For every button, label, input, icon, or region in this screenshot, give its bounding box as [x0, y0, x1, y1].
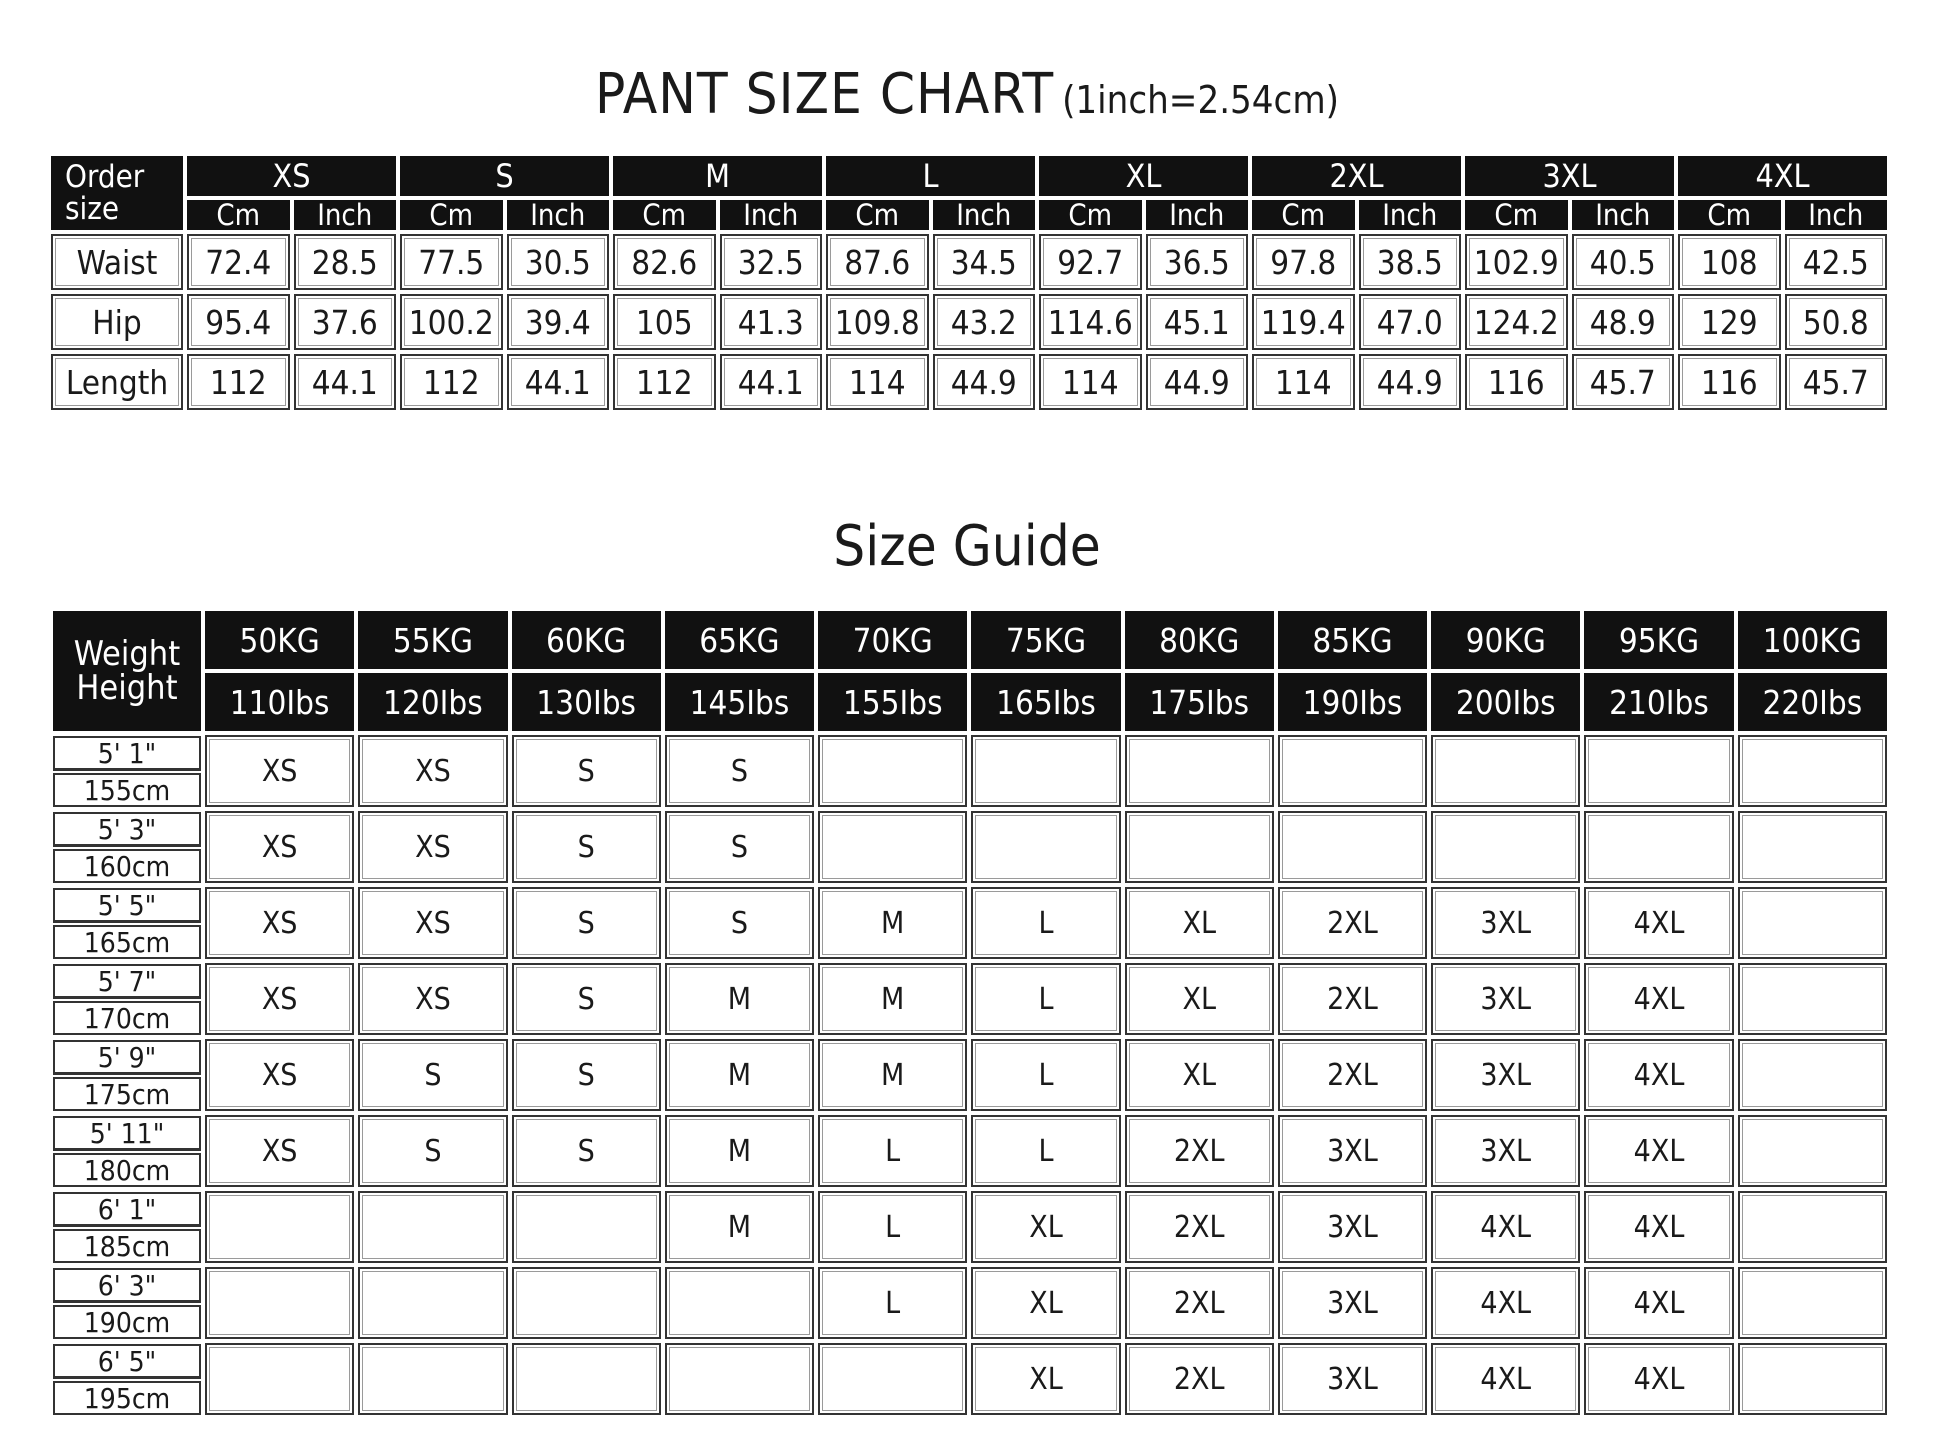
recommended-size-cell: 3XL — [1278, 1191, 1427, 1263]
measurement-value: 38.5 — [1359, 234, 1462, 290]
measurement-value: 44.9 — [1146, 354, 1249, 410]
height-cm-label: 175cm — [53, 1077, 201, 1111]
recommended-size-cell: 3XL — [1278, 1343, 1427, 1415]
unit-inch-header: Inch — [294, 200, 397, 230]
recommended-size-cell — [1584, 811, 1733, 883]
recommended-size-cell: S — [512, 735, 661, 807]
recommended-size-cell: 2XL — [1125, 1267, 1274, 1339]
recommended-size-cell — [358, 1343, 507, 1415]
recommended-size-cell: XL — [1125, 963, 1274, 1035]
recommended-size-cell: 4XL — [1431, 1191, 1580, 1263]
measurement-value: 114 — [1039, 354, 1142, 410]
height-ft-label: 5' 1" — [53, 736, 201, 771]
height-cell — [53, 963, 201, 1035]
recommended-size-cell: L — [971, 963, 1120, 1035]
recommended-size-cell — [1278, 811, 1427, 883]
recommended-size-cell: XS — [205, 735, 354, 807]
weight-kg-header: 85KG — [1278, 611, 1427, 669]
size-header-3xl: 3XL — [1465, 156, 1674, 196]
recommended-size-cell: M — [665, 963, 814, 1035]
recommended-size-cell: M — [665, 1191, 814, 1263]
measurement-value: 37.6 — [294, 294, 397, 350]
recommended-size-cell: S — [512, 887, 661, 959]
measurement-value: 112 — [400, 354, 503, 410]
recommended-size-cell: 4XL — [1584, 1343, 1733, 1415]
height-cm-label: 170cm — [53, 1001, 201, 1035]
weight-kg-header: 95KG — [1584, 611, 1733, 669]
recommended-size-cell: 4XL — [1584, 1039, 1733, 1111]
size-header-s: S — [400, 156, 609, 196]
pant-chart-title-text: PANT SIZE CHART — [594, 62, 1055, 127]
recommended-size-cell — [1738, 1267, 1887, 1339]
recommended-size-cell — [818, 735, 967, 807]
recommended-size-cell: XS — [205, 887, 354, 959]
size-header-m: M — [613, 156, 822, 196]
height-row — [53, 1267, 1887, 1339]
height-cell — [53, 1191, 201, 1263]
height-cell — [53, 811, 201, 883]
height-row — [53, 887, 1887, 959]
recommended-size-cell: XS — [358, 811, 507, 883]
recommended-size-cell: L — [818, 1191, 967, 1263]
weight-kg-header: 100KG — [1738, 611, 1887, 669]
recommended-size-cell: XS — [205, 963, 354, 1035]
height-row — [53, 811, 1887, 883]
unit-inch-header: Inch — [507, 200, 610, 230]
measurement-value: 30.5 — [507, 234, 610, 290]
measurement-value: 34.5 — [933, 234, 1036, 290]
height-cm-label: 155cm — [53, 773, 201, 807]
recommended-size-cell — [358, 1191, 507, 1263]
recommended-size-cell: 2XL — [1125, 1115, 1274, 1187]
measurement-value: 41.3 — [720, 294, 823, 350]
weight-lbs-header: 155Ibs — [818, 673, 967, 731]
weight-lbs-header: 210Ibs — [1584, 673, 1733, 731]
recommended-size-cell: XL — [971, 1191, 1120, 1263]
height-ft-label: 5' 7" — [53, 964, 201, 999]
weight-lbs-header-row — [53, 673, 1887, 731]
height-ft-label: 6' 5" — [53, 1344, 201, 1379]
recommended-size-cell: XL — [1125, 1039, 1274, 1111]
order-size-label-line2: size — [65, 191, 120, 227]
recommended-size-cell — [1278, 735, 1427, 807]
measurement-value: 116 — [1465, 354, 1568, 410]
unit-cm-header: Cm — [826, 200, 929, 230]
measurement-value: 28.5 — [294, 234, 397, 290]
recommended-size-cell — [205, 1267, 354, 1339]
weight-kg-header: 60KG — [512, 611, 661, 669]
measurement-value: 40.5 — [1572, 234, 1675, 290]
weight-lbs-header: 120Ibs — [358, 673, 507, 731]
recommended-size-cell: 2XL — [1125, 1191, 1274, 1263]
weight-lbs-header: 130Ibs — [512, 673, 661, 731]
recommended-size-cell — [512, 1191, 661, 1263]
recommended-size-cell: 4XL — [1584, 1115, 1733, 1187]
recommended-size-cell — [1738, 1191, 1887, 1263]
recommended-size-cell — [1738, 1039, 1887, 1111]
recommended-size-cell: XS — [358, 887, 507, 959]
weight-label: Weight — [73, 634, 181, 674]
height-row — [53, 735, 1887, 807]
recommended-size-cell: 3XL — [1431, 1039, 1580, 1111]
recommended-size-cell: 3XL — [1431, 1115, 1580, 1187]
measurement-value: 97.8 — [1252, 234, 1355, 290]
recommended-size-cell: 2XL — [1278, 887, 1427, 959]
unit-header-row — [51, 200, 1887, 230]
recommended-size-cell: XL — [1125, 887, 1274, 959]
measurement-row-length — [51, 354, 1887, 410]
recommended-size-cell — [205, 1343, 354, 1415]
recommended-size-cell — [1738, 1115, 1887, 1187]
recommended-size-cell: M — [818, 1039, 967, 1111]
height-cm-label: 165cm — [53, 925, 201, 959]
recommended-size-cell: XL — [971, 1267, 1120, 1339]
recommended-size-cell: M — [818, 887, 967, 959]
measurement-value: 116 — [1678, 354, 1781, 410]
recommended-size-cell: 4XL — [1431, 1343, 1580, 1415]
measurement-value: 45.7 — [1785, 354, 1888, 410]
height-cell — [53, 735, 201, 807]
recommended-size-cell: XS — [205, 1039, 354, 1111]
weight-kg-header: 65KG — [665, 611, 814, 669]
pant-size-table — [47, 152, 1891, 414]
measurement-value: 44.1 — [507, 354, 610, 410]
unit-cm-header: Cm — [187, 200, 290, 230]
height-cm-label: 195cm — [53, 1381, 201, 1415]
recommended-size-cell: 4XL — [1431, 1267, 1580, 1339]
recommended-size-cell: M — [665, 1115, 814, 1187]
size-header-row — [51, 156, 1887, 196]
recommended-size-cell: 3XL — [1278, 1267, 1427, 1339]
weight-kg-header: 55KG — [358, 611, 507, 669]
height-ft-label: 5' 3" — [53, 812, 201, 847]
recommended-size-cell: S — [358, 1115, 507, 1187]
recommended-size-cell — [1431, 735, 1580, 807]
unit-inch-header: Inch — [1785, 200, 1888, 230]
recommended-size-cell: 3XL — [1431, 887, 1580, 959]
measurement-value: 44.1 — [294, 354, 397, 410]
measurement-value: 100.2 — [400, 294, 503, 350]
unit-inch-header: Inch — [720, 200, 823, 230]
size-header-xs: XS — [187, 156, 396, 196]
recommended-size-cell: S — [512, 1115, 661, 1187]
measurement-label: Length — [51, 354, 183, 410]
measurement-label: Waist — [51, 234, 183, 290]
recommended-size-cell — [512, 1343, 661, 1415]
recommended-size-cell: 4XL — [1584, 1191, 1733, 1263]
recommended-size-cell — [358, 1267, 507, 1339]
measurement-value: 102.9 — [1465, 234, 1568, 290]
recommended-size-cell — [971, 735, 1120, 807]
size-guide-table — [49, 607, 1891, 1419]
recommended-size-cell: 2XL — [1278, 1039, 1427, 1111]
recommended-size-cell: 4XL — [1584, 887, 1733, 959]
measurement-row-hip — [51, 294, 1887, 350]
recommended-size-cell: XL — [971, 1343, 1120, 1415]
recommended-size-cell: S — [665, 887, 814, 959]
measurement-value: 112 — [613, 354, 716, 410]
recommended-size-cell: 3XL — [1431, 963, 1580, 1035]
recommended-size-cell — [1738, 887, 1887, 959]
recommended-size-cell — [1738, 811, 1887, 883]
measurement-value: 50.8 — [1785, 294, 1888, 350]
height-row — [53, 963, 1887, 1035]
order-size-label-line1: Order — [65, 159, 145, 195]
recommended-size-cell — [205, 1191, 354, 1263]
recommended-size-cell: S — [665, 811, 814, 883]
recommended-size-cell: 4XL — [1584, 963, 1733, 1035]
recommended-size-cell — [665, 1343, 814, 1415]
weight-kg-header: 80KG — [1125, 611, 1274, 669]
weight-kg-header: 75KG — [971, 611, 1120, 669]
height-label: Height — [76, 668, 178, 708]
measurement-value: 77.5 — [400, 234, 503, 290]
recommended-size-cell — [818, 1343, 967, 1415]
unit-inch-header: Inch — [1359, 200, 1462, 230]
weight-lbs-header: 165Ibs — [971, 673, 1120, 731]
recommended-size-cell: XS — [358, 735, 507, 807]
measurement-value: 87.6 — [826, 234, 929, 290]
recommended-size-cell — [1431, 811, 1580, 883]
weight-lbs-header: 175Ibs — [1125, 673, 1274, 731]
recommended-size-cell: S — [512, 1039, 661, 1111]
measurement-value: 48.9 — [1572, 294, 1675, 350]
recommended-size-cell: 4XL — [1584, 1267, 1733, 1339]
measurement-value: 124.2 — [1465, 294, 1568, 350]
height-cm-label: 190cm — [53, 1305, 201, 1339]
weight-kg-header: 70KG — [818, 611, 967, 669]
pant-size-chart-title — [0, 60, 1934, 130]
height-cell — [53, 1267, 201, 1339]
recommended-size-cell: XS — [205, 1115, 354, 1187]
recommended-size-cell: XS — [358, 963, 507, 1035]
recommended-size-cell: L — [971, 1039, 1120, 1111]
measurement-value: 119.4 — [1252, 294, 1355, 350]
height-row — [53, 1039, 1887, 1111]
recommended-size-cell: L — [818, 1267, 967, 1339]
recommended-size-cell — [512, 1267, 661, 1339]
height-row — [53, 1343, 1887, 1415]
recommended-size-cell: M — [665, 1039, 814, 1111]
measurement-value: 45.1 — [1146, 294, 1249, 350]
height-ft-label: 5' 9" — [53, 1040, 201, 1075]
recommended-size-cell — [1584, 735, 1733, 807]
height-cell — [53, 887, 201, 959]
unit-inch-header: Inch — [1146, 200, 1249, 230]
height-row — [53, 1191, 1887, 1263]
height-cm-label: 185cm — [53, 1229, 201, 1263]
recommended-size-cell — [1738, 963, 1887, 1035]
height-ft-label: 6' 3" — [53, 1268, 201, 1303]
pant-chart-subtitle: (1inch=2.54cm) — [1062, 78, 1339, 122]
size-guide-title: Size Guide — [833, 514, 1101, 579]
recommended-size-cell: M — [818, 963, 967, 1035]
unit-cm-header: Cm — [1465, 200, 1568, 230]
weight-lbs-header: 200Ibs — [1431, 673, 1580, 731]
weight-kg-header: 50KG — [205, 611, 354, 669]
size-header-xl: XL — [1039, 156, 1248, 196]
measurement-value: 44.9 — [933, 354, 1036, 410]
measurement-value: 129 — [1678, 294, 1781, 350]
recommended-size-cell: S — [665, 735, 814, 807]
measurement-value: 114 — [826, 354, 929, 410]
measurement-value: 32.5 — [720, 234, 823, 290]
measurement-row-waist — [51, 234, 1887, 290]
recommended-size-cell: XS — [205, 811, 354, 883]
measurement-value: 36.5 — [1146, 234, 1249, 290]
measurement-value: 112 — [187, 354, 290, 410]
recommended-size-cell: S — [358, 1039, 507, 1111]
recommended-size-cell: S — [512, 811, 661, 883]
size-header-4xl: 4XL — [1678, 156, 1887, 196]
recommended-size-cell — [1125, 811, 1274, 883]
weight-lbs-header: 110Ibs — [205, 673, 354, 731]
recommended-size-cell — [1738, 735, 1887, 807]
unit-inch-header: Inch — [1572, 200, 1675, 230]
height-cm-label: 180cm — [53, 1153, 201, 1187]
height-ft-label: 5' 11" — [53, 1116, 201, 1151]
measurement-value: 47.0 — [1359, 294, 1462, 350]
size-header-l: L — [826, 156, 1035, 196]
height-cell — [53, 1039, 201, 1111]
measurement-value: 72.4 — [187, 234, 290, 290]
weight-lbs-header: 190Ibs — [1278, 673, 1427, 731]
measurement-value: 108 — [1678, 234, 1781, 290]
unit-inch-header: Inch — [933, 200, 1036, 230]
height-ft-label: 6' 1" — [53, 1192, 201, 1227]
measurement-value: 109.8 — [826, 294, 929, 350]
weight-kg-header: 90KG — [1431, 611, 1580, 669]
measurement-value: 39.4 — [507, 294, 610, 350]
measurement-value: 42.5 — [1785, 234, 1888, 290]
recommended-size-cell — [1738, 1343, 1887, 1415]
recommended-size-cell: 3XL — [1278, 1115, 1427, 1187]
recommended-size-cell: 2XL — [1125, 1343, 1274, 1415]
measurement-value: 44.9 — [1359, 354, 1462, 410]
measurement-value: 44.1 — [720, 354, 823, 410]
height-cell — [53, 1343, 201, 1415]
height-cell — [53, 1115, 201, 1187]
recommended-size-cell — [665, 1267, 814, 1339]
unit-cm-header: Cm — [1678, 200, 1781, 230]
order-size-header — [51, 156, 183, 230]
measurement-value: 114.6 — [1039, 294, 1142, 350]
measurement-value: 82.6 — [613, 234, 716, 290]
weight-lbs-header: 145Ibs — [665, 673, 814, 731]
measurement-value: 114 — [1252, 354, 1355, 410]
recommended-size-cell: L — [818, 1115, 967, 1187]
weight-kg-header-row — [53, 611, 1887, 669]
unit-cm-header: Cm — [1252, 200, 1355, 230]
measurement-value: 92.7 — [1039, 234, 1142, 290]
recommended-size-cell — [971, 811, 1120, 883]
unit-cm-header: Cm — [613, 200, 716, 230]
measurement-value: 105 — [613, 294, 716, 350]
height-ft-label: 5' 5" — [53, 888, 201, 923]
height-row — [53, 1115, 1887, 1187]
size-header-2xl: 2XL — [1252, 156, 1461, 196]
unit-cm-header: Cm — [400, 200, 503, 230]
measurement-value: 43.2 — [933, 294, 1036, 350]
measurement-value: 95.4 — [187, 294, 290, 350]
height-cm-label: 160cm — [53, 849, 201, 883]
recommended-size-cell — [1125, 735, 1274, 807]
recommended-size-cell: S — [512, 963, 661, 1035]
recommended-size-cell — [818, 811, 967, 883]
weight-height-header — [53, 611, 201, 731]
measurement-value: 45.7 — [1572, 354, 1675, 410]
recommended-size-cell: L — [971, 1115, 1120, 1187]
measurement-label: Hip — [51, 294, 183, 350]
weight-lbs-header: 220Ibs — [1738, 673, 1887, 731]
recommended-size-cell: 2XL — [1278, 963, 1427, 1035]
recommended-size-cell: L — [971, 887, 1120, 959]
unit-cm-header: Cm — [1039, 200, 1142, 230]
